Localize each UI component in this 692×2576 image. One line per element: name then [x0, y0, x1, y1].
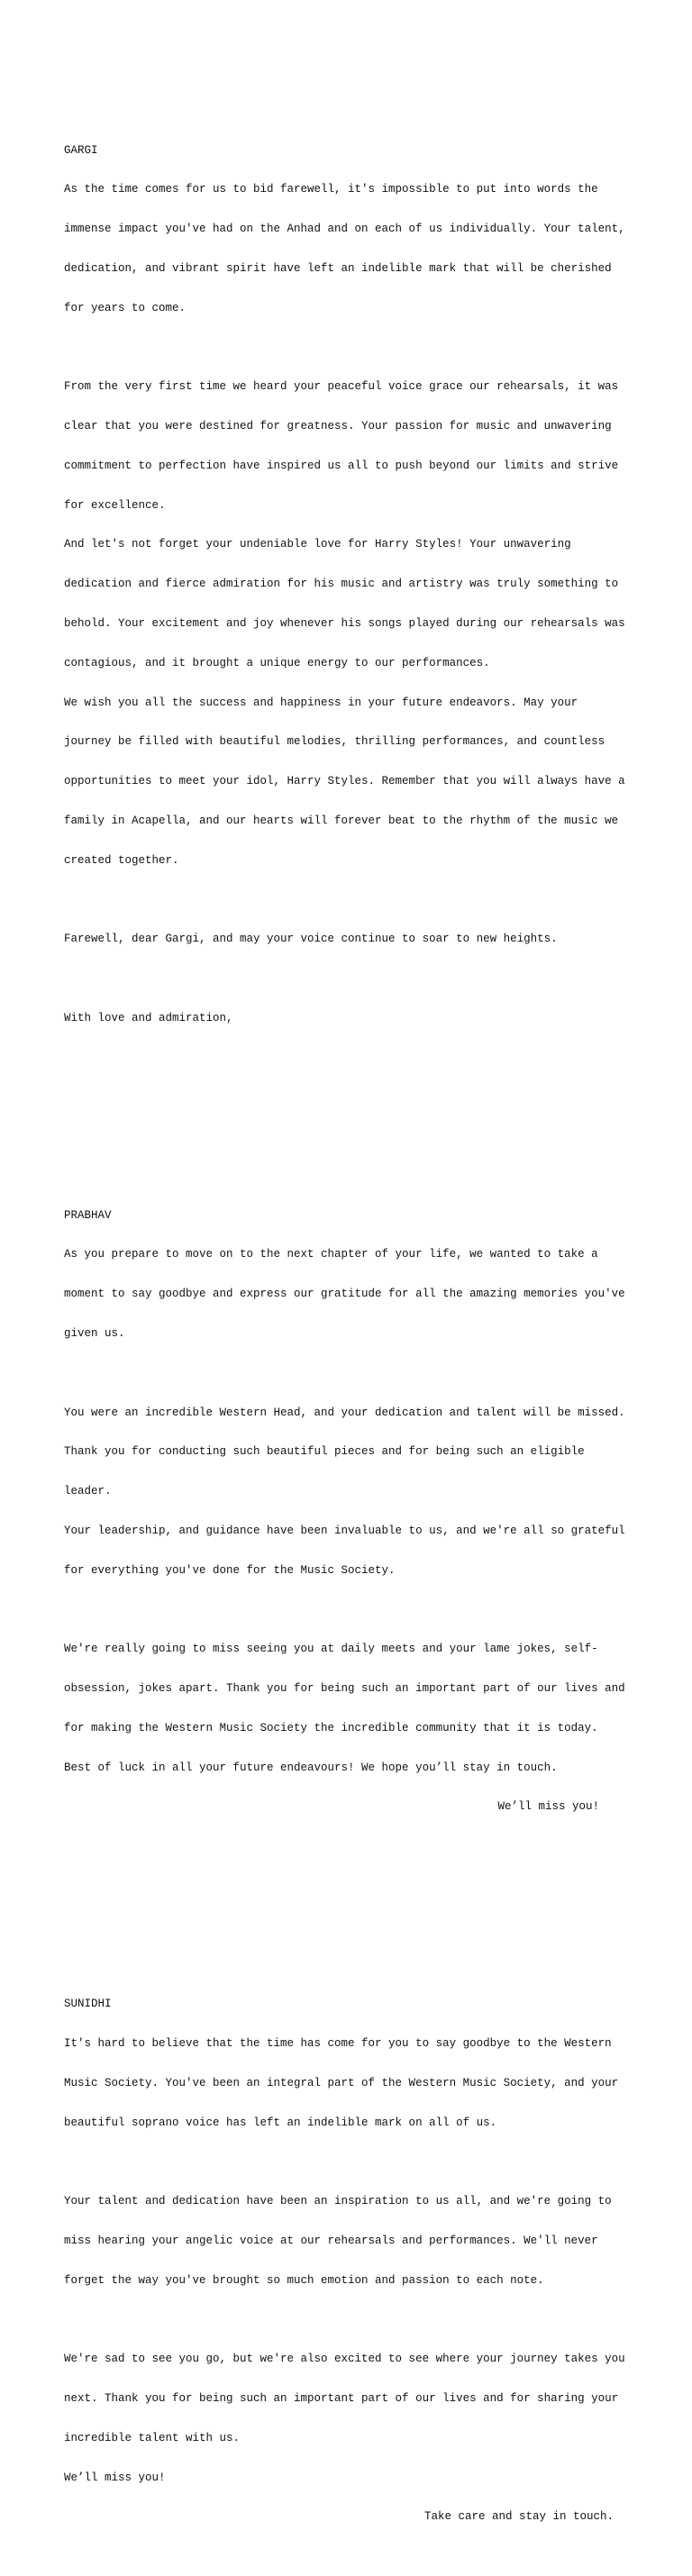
text-line: miss hearing your angelic voice at our rehearsals and performances. We'll never — [64, 2235, 598, 2247]
text-line: immense impact you've had on the Anhad and on each of us individually. Your talent, — [64, 223, 625, 236]
text-line: dedication and fierce admiration for his music and artistry was truly something to — [64, 578, 619, 591]
gargi-letter — [64, 117, 641, 1051]
text-line: Best of luck in all your future endeavours! We hope you’ll stay in touch. — [64, 1761, 558, 1774]
prabhav-heading: PRABHAV — [64, 1208, 112, 1222]
text-line: As you prepare to move on to the next chapter of your life, we wanted to take a — [64, 1248, 598, 1261]
section-gap — [64, 1880, 641, 1919]
text-line: We wish you all the success and happiness in your future endeavors. May your — [64, 696, 578, 709]
text-line: forget the way you've brought so much emotion and passion to each note. — [64, 2273, 544, 2287]
text-line: We're really going to miss seeing you at daily meets and your lame jokes, self- — [64, 1643, 598, 1656]
section-gap — [64, 1090, 641, 1130]
text-line: Your leadership, and guidance have been invaluable to us, and we're all so grateful — [64, 1524, 625, 1537]
paragraph-gap — [64, 2314, 641, 2327]
paragraph-gap — [64, 341, 641, 354]
text-line: From the very first time we heard your peaceful voice grace our rehearsals, it was — [64, 380, 619, 394]
text-line: Your talent and dedication have been an inspiration to us all, and we're going to — [64, 2195, 612, 2208]
text-line: for everything you've done for the Music Society. — [64, 1563, 396, 1577]
text-line: And let's not forget your undeniable love for Harry Styles! Your unwavering — [64, 538, 571, 551]
text-line: You were an incredible Western Head, and your dedication and talent will be missed. — [64, 1406, 625, 1419]
gargi-heading: GARGI — [64, 143, 98, 157]
prabhav-signoff: We’ll miss you! — [497, 1800, 599, 1814]
text-line: Music Society. You've been an integral part of the Western Music Society, and your — [64, 2076, 619, 2089]
text-line: leader. — [64, 1485, 112, 1498]
text-line: As the time comes for us to bid farewell, it's impossible to put into words the — [64, 183, 598, 196]
text-line: given us. — [64, 1327, 125, 1341]
paragraph-gap — [64, 972, 641, 986]
text-line: moment to say goodbye and express our gratitude for all the amazing memories you've — [64, 1288, 625, 1301]
text-line: With love and admiration, — [64, 1011, 233, 1024]
paragraph-gap — [64, 1603, 641, 1616]
text-line: obsession, jokes apart. Thank you for being such an important part of our lives and — [64, 1682, 625, 1696]
sunidhi-letter — [64, 1971, 641, 2550]
text-line: behold. Your excitement and joy whenever his songs played during our rehearsals was — [64, 616, 625, 630]
text-line: for making the Western Music Society the incredible community that it is today. — [64, 1721, 598, 1734]
text-line: beautiful soprano voice has left an indelible mark on all of us. — [64, 2116, 497, 2129]
document-page — [64, 65, 641, 2576]
text-line: incredible talent with us. — [64, 2431, 241, 2444]
text-line: dedication, and vibrant spirit have left an indelible mark that will be cherished — [64, 261, 612, 275]
text-line: commitment to perfection have inspired us all to push beyond our limits and strive — [64, 459, 619, 472]
prabhav-letter — [64, 1182, 641, 1840]
sunidhi-signoff: Take care and stay in touch. — [423, 2510, 614, 2524]
text-line: We're sad to see you go, but we're also excited to see where your journey takes you — [64, 2353, 625, 2366]
paragraph-gap — [64, 2155, 641, 2169]
text-line: Thank you for conducting such beautiful pieces and for being such an eligible — [64, 1445, 585, 1459]
text-line: It's hard to believe that the time has come for you to say goodbye to the Western — [64, 2037, 612, 2051]
text-line: created together. — [64, 853, 179, 867]
text-line: contagious, and it brought a unique energy to our performances. — [64, 656, 490, 669]
text-line: We’ll miss you! — [64, 2471, 166, 2484]
sunidhi-heading: SUNIDHI — [64, 1998, 112, 2011]
text-line: next. Thank you for being such an important part of our lives and for sharing your — [64, 2392, 619, 2406]
paragraph-gap — [64, 1367, 641, 1380]
text-line: family in Acapella, and our hearts will forever beat to the rhythm of the music we — [64, 814, 619, 827]
paragraph-gap — [64, 893, 641, 906]
text-line: journey be filled with beautiful melodies, thrilling performances, and countless — [64, 735, 606, 749]
text-line: opportunities to meet your idol, Harry Styles. Remember that you will always have a — [64, 775, 625, 788]
text-line: for years to come. — [64, 301, 187, 314]
text-line: clear that you were destined for greatness. Your passion for music and unwavering — [64, 420, 612, 433]
text-line: Farewell, dear Gargi, and may your voice continue to soar to new heights. — [64, 933, 558, 946]
text-line: for excellence. — [64, 498, 166, 512]
